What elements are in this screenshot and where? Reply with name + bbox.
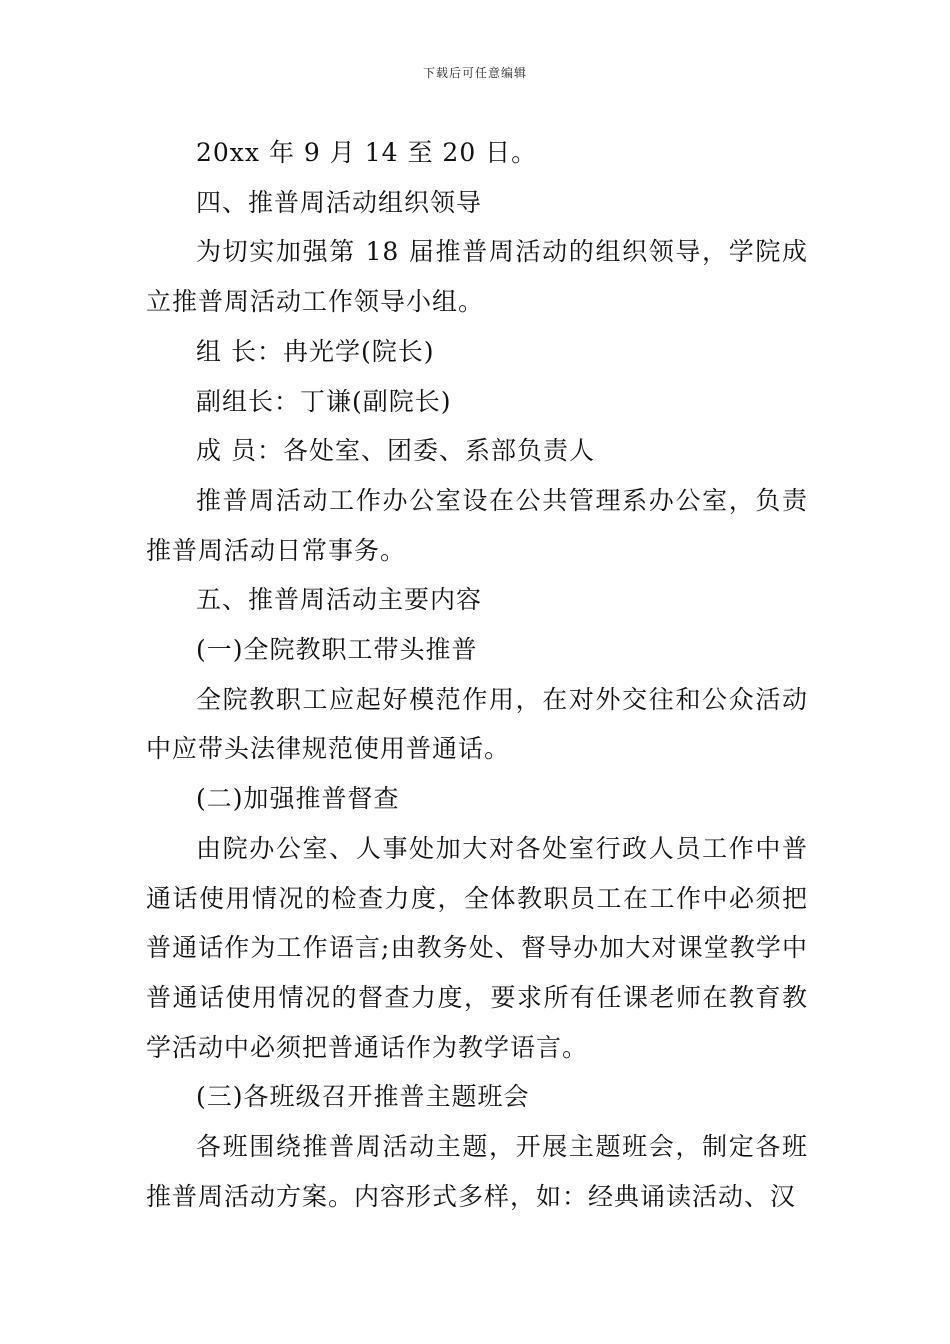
section-heading-organization: 四、推普周活动组织领导 [196,187,483,217]
paragraph-leadership-group: 为切实加强第 18 届推普周活动的组织领导，学院成立推普周活动工作领导小组。 [146,237,808,317]
page-header-note: 下载后可任意编辑 [422,66,527,80]
paragraph-members: 成 员：各处室、团委、系部负责人 [196,436,595,466]
paragraph-supervision: 由院办公室、人事处加大对各处室行政人员工作中普通话使用情况的检查力度，全体教职员工在工作中必须把普通话作为工作语言;由教务处、督导办加大对课堂教学中普通话使用情况的督查力度，要求所有任课老师在教育教学活动中必须把普通话作为教学语言。 [146,833,808,1062]
paragraph-deputy-leader: 副组长：丁谦(副院长) [196,386,452,416]
document-body [146,128,808,1221]
subheading-staff-lead: (一)全院教职工带头推普 [196,635,478,665]
paragraph-staff-lead: 全院教职工应起好模范作用，在对外交往和公众活动中应带头法律规范使用普通话。 [146,684,808,764]
subheading-class-meeting: (三)各班级召开推普主题班会 [196,1082,530,1112]
subheading-supervision: (二)加强推普督查 [196,784,400,814]
paragraph-office: 推普周活动工作办公室设在公共管理系办公室，负责推普周活动日常事务。 [146,485,808,565]
paragraph-date: 20xx 年 9 月 14 至 20 日。 [196,138,538,167]
section-heading-main-content: 五、推普周活动主要内容 [196,585,483,615]
paragraph-group-leader: 组 长：冉光学(院长) [196,336,435,366]
paragraph-class-meeting: 各班围绕推普周活动主题，开展主题班会，制定各班推普周活动方案。内容形式多样，如：经典诵读活动、汉 [146,1132,808,1211]
